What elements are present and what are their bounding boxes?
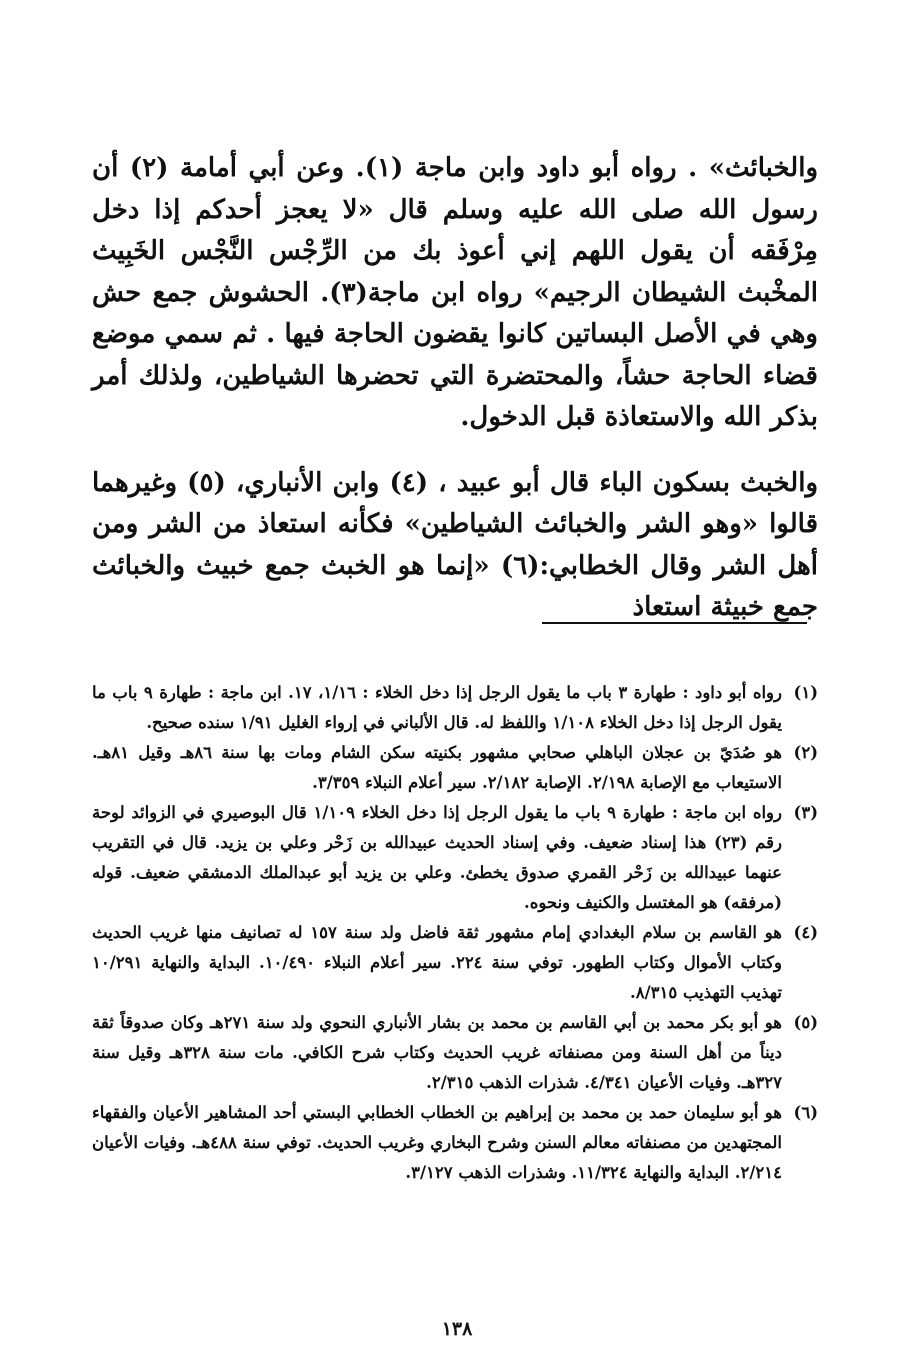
footnote-text: هو أبو سليمان حمد بن محمد بن إبراهيم بن الخطاب الخطابي البستي أحد المشاهير الأعيان والفقهاء المجتهدين من مصنفاته معالم السنن وشرح البخاري وغريب الحديث. توفي سنة ٤٨٨هـ. وفيات الأعيان ٢/٢١٤. البداية والنهاية ١١/٣٢٤. وشذرات الذهب ٣/١٢٧.: [92, 1103, 782, 1182]
footnote-number: (١): [793, 683, 818, 702]
footnote-1: [92, 678, 818, 738]
footnote-text: هو أبو بكر محمد بن أبي القاسم بن محمد بن بشار الأنباري النحوي ولد سنة ٢٧١هـ وكان صدوقاً ثقة ديناً من أهل السنة ومن مصنفاته غريب الحديث وكتاب شرح الكافي. مات سنة ٣٢٨هـ وقيل سنة ٣٢٧هـ. وفيات الأعيان ٤/٣٤١. شذرات الذهب ٢/٣١٥.: [92, 1013, 782, 1092]
paragraph-1: والخبائث» . رواه أبو داود وابن ماجة (١). وعن أبي أمامة (٢) أن رسول الله صلى الله عليه وسلم قال «لا يعجز أحدكم إذا دخل مِرْفَقه أن يقول اللهم إني أعوذ بك من الرِّجْس النَّجْس الخَبِيث المخْبث الشيطان الرجيم» رواه ابن ماجة(٣). الحشوش جمع حش وهي في الأصل البساتين كانوا يقضون الحاجة فيها . ثم سمي موضع قضاء الحاجة حشاً، والمحتضرة التي تحضرها الشياطين، ولذلك أمر بذكر الله والاستعاذة قبل الدخول.: [92, 153, 819, 432]
main-text: [92, 148, 818, 629]
footnote-number: (٢): [793, 743, 818, 762]
footnote-2: [92, 738, 818, 798]
footnote-4: [92, 918, 818, 1008]
footnote-text: هو القاسم بن سلام البغدادي إمام مشهور ثقة فاضل ولد سنة ١٥٧ له تصانيف منها غريب الحديث وكتاب الأموال وكتاب الطهور. توفي سنة ٢٢٤. سير أعلام النبلاء ١٠/٤٩٠. البداية والنهاية ١٠/٢٩١ تهذيب التهذيب ٨/٣١٥.: [92, 923, 782, 1002]
footnote-number: (٣): [793, 803, 818, 822]
footnote-6: [92, 1098, 818, 1188]
footnote-text: رواه أبو داود : طهارة ٣ باب ما يقول الرجل إذا دخل الخلاء : ١/١٦، ١٧. ابن ماجة : طهارة ٩ باب ما يقول الرجل إذا دخل الخلاء ١/١٠٨ واللفظ له. قال الألباني في إرواء الغليل ١/٩١ سنده صحيح.: [92, 683, 782, 732]
footnote-number: (٤): [793, 923, 818, 942]
footnote-separator: [542, 622, 807, 624]
footnote-3: [92, 798, 818, 918]
footnote-5: [92, 1008, 818, 1098]
paragraph-2: والخبث بسكون الباء قال أبو عبيد ، (٤) وابن الأنباري، (٥) وغيرهما قالوا «وهو الشر والخبائث الشياطين» فكأنه استعاذ من الشر ومن أهل الشر وقال الخطابي:(٦) «إنما هو الخبث جمع خبيث والخبائث جمع خبيثة استعاذ: [92, 467, 819, 622]
footnote-number: (٦): [793, 1103, 818, 1122]
footnote-text: هو صُدَيّ بن عجلان الباهلي صحابي مشهور بكنيته سكن الشام ومات بها سنة ٨٦هـ وقيل ٨١هـ. الاستيعاب مع الإصابة ٢/١٩٨. الإصابة ٢/١٨٢. سير أعلام النبلاء ٣/٣٥٩.: [92, 743, 783, 792]
page-number: ١٣٨: [441, 1318, 473, 1340]
footnotes: [92, 678, 818, 1188]
footnote-text: رواه ابن ماجة : طهارة ٩ باب ما يقول الرجل إذا دخل الخلاء ١/١٠٩ قال البوصيري في الزوائد لوحة رقم (٢٣) هذا إسناد ضعيف. وفي إسناد الحديث عبيدالله بن زَحْر وعلي بن يزيد. قال في التقريب عنهما عبيدالله بن زَحْر القمري صدوق يخطئ. وعلي بن يزيد أبو عبدالملك الدمشقي ضعيف. قوله (مرفقه) هو المغتسل والكنيف ونحوه.: [92, 803, 782, 912]
footnote-number: (٥): [793, 1013, 818, 1032]
